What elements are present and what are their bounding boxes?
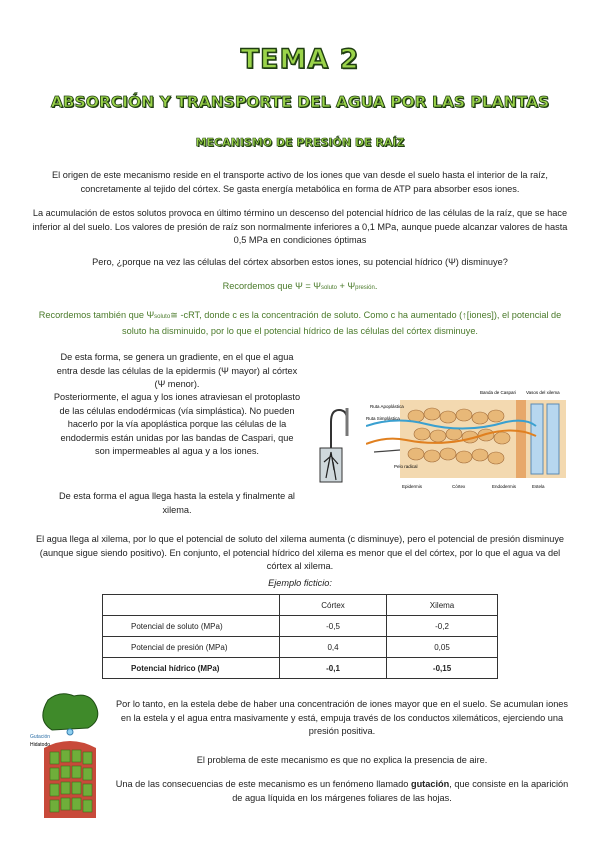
root-pressure-apparatus-figure <box>306 396 358 498</box>
table-cell: -0,15 <box>387 658 498 679</box>
label-vasos-xilema: Vasos del xilema <box>526 390 560 395</box>
potential-table <box>102 594 498 679</box>
paragraph-3: Pero, ¿porque na vez las células del córtex absorben estos iones, su potencial hídrico (Ψ) disminuye? <box>92 257 508 267</box>
table-cell: -0,2 <box>387 616 498 637</box>
root-cross-section-figure <box>366 386 566 494</box>
paragraph-1: El origen de este mecanismo reside en el transporte activo de los iones que van desde el suelo hasta el interior de la raíz, concretamente al tejido del córtex. Se gasta energía metabólica en forma de ATP para absorber esos iones. <box>52 170 548 194</box>
table-header-row <box>103 595 498 616</box>
label-epidermis: Epidermis <box>402 484 423 489</box>
table-cell: Potencial de presión (MPa) <box>103 637 280 658</box>
table-row <box>103 616 498 637</box>
table-header-cell: Córtex <box>280 595 387 616</box>
label-endodermis: Endodermis <box>492 484 517 489</box>
gutacion-term: gutación <box>410 779 450 789</box>
paragraph-4: Recordemos que Ψ = Ψsoluto + Ψpresión. <box>222 281 378 291</box>
table-cell: Potencial de soluto (MPa) <box>103 616 280 637</box>
label-banda-caspari: Banda de Caspari <box>480 390 517 395</box>
table-header-cell: Xilema <box>387 595 498 616</box>
table-row <box>103 658 498 679</box>
label-cortex: Córtex <box>452 484 466 489</box>
table-header-cell <box>103 595 280 616</box>
page-title: TEMA 2 <box>240 44 360 75</box>
table-cell: -0,1 <box>280 658 387 679</box>
label-ruta-simplastica: Ruta Simplástica <box>366 416 400 421</box>
label-estela: Estela <box>532 484 545 489</box>
gutation-figure <box>30 690 110 818</box>
table-cell: -0,5 <box>280 616 387 637</box>
section-title: MECANISMO DE PRESIÓN DE RAÍZ <box>195 136 405 149</box>
table-cell: Potencial hídrico (MPa) <box>103 658 280 679</box>
table-row <box>103 637 498 658</box>
paragraph-8: De esta forma el agua llega hasta la estela y finalmente al xilema. <box>59 491 295 515</box>
table-caption: Ejemplo ficticio: <box>268 578 332 588</box>
label-gutacion: Gutación <box>30 734 51 740</box>
label-pelo-radical: Pelo radical <box>394 464 418 469</box>
paragraph-10: Por lo tanto, en la estela debe de haber una concentración de iones mayor que en el suelo. Se acumulan iones en la estela y el agua entra masivamente y está, empuja través de los conductos xilemáticos, ejerciendo una presión positiva. <box>115 699 569 736</box>
table-cell: 0,4 <box>280 637 387 658</box>
paragraph-7: Posteriormente, el agua y los iones atraviesan el protoplasto de las células endodérmicas (vía simplástica). No pueden hacerlo por la vía apoplástica porque las células de la endodermis están unidas por las bandas de Caspari, que son impermeables al agua y a los iones. <box>53 392 301 456</box>
paragraph-11: El problema de este mecanismo es que no explica la presencia de aire. <box>196 755 488 765</box>
paragraph-6: De esta forma, se genera un gradiente, en el que el agua entra desde las células de la epidermis (Ψ mayor) al córtex (Ψ menor). <box>56 352 298 389</box>
paragraph-5: Recordemos también que Ψsoluto≅ -cRT, donde c es la concentración de soluto. Como c ha aumentado (↑[iones]), el potencial de soluto ha disminuido, por lo que el potencial hídrico de las células del córtex disminuye. <box>38 310 562 336</box>
label-ruta-apoplastica: Ruta Apoplástica <box>370 404 404 409</box>
label-hidatodo: Hidatodo <box>30 742 51 748</box>
table-cell: 0,05 <box>387 637 498 658</box>
paragraph-2: La acumulación de estos solutos provoca en último término un descenso del potencial hídrico de las células de la raíz, que se hace inferior al del suelo. Los valores de presión de raíz son normalmente inferiores a 0,1 MPa, aunque puede alcanzar valores de hasta 0,5 MPa en condiciones óptimas <box>32 208 568 245</box>
paragraph-12: Una de las consecuencias de este mecanismo es un fenómeno llamado gutación, que consiste en la aparición de agua líquida en los márgenes foliares de las hojas. <box>115 779 569 803</box>
paragraph-9: El agua llega al xilema, por lo que el potencial de soluto del xilema aumenta (c disminuye), pero el potencial de presión disminuye (aunque sigue siendo positivo). En conjunto, el potencial hídrico del xilema es menor que el del córtex, por lo que el agua va del córtex al xilema. <box>35 534 565 571</box>
page-subtitle: ABSORCIÓN Y TRANSPORTE DEL AGUA POR LAS PLANTAS <box>50 93 550 111</box>
